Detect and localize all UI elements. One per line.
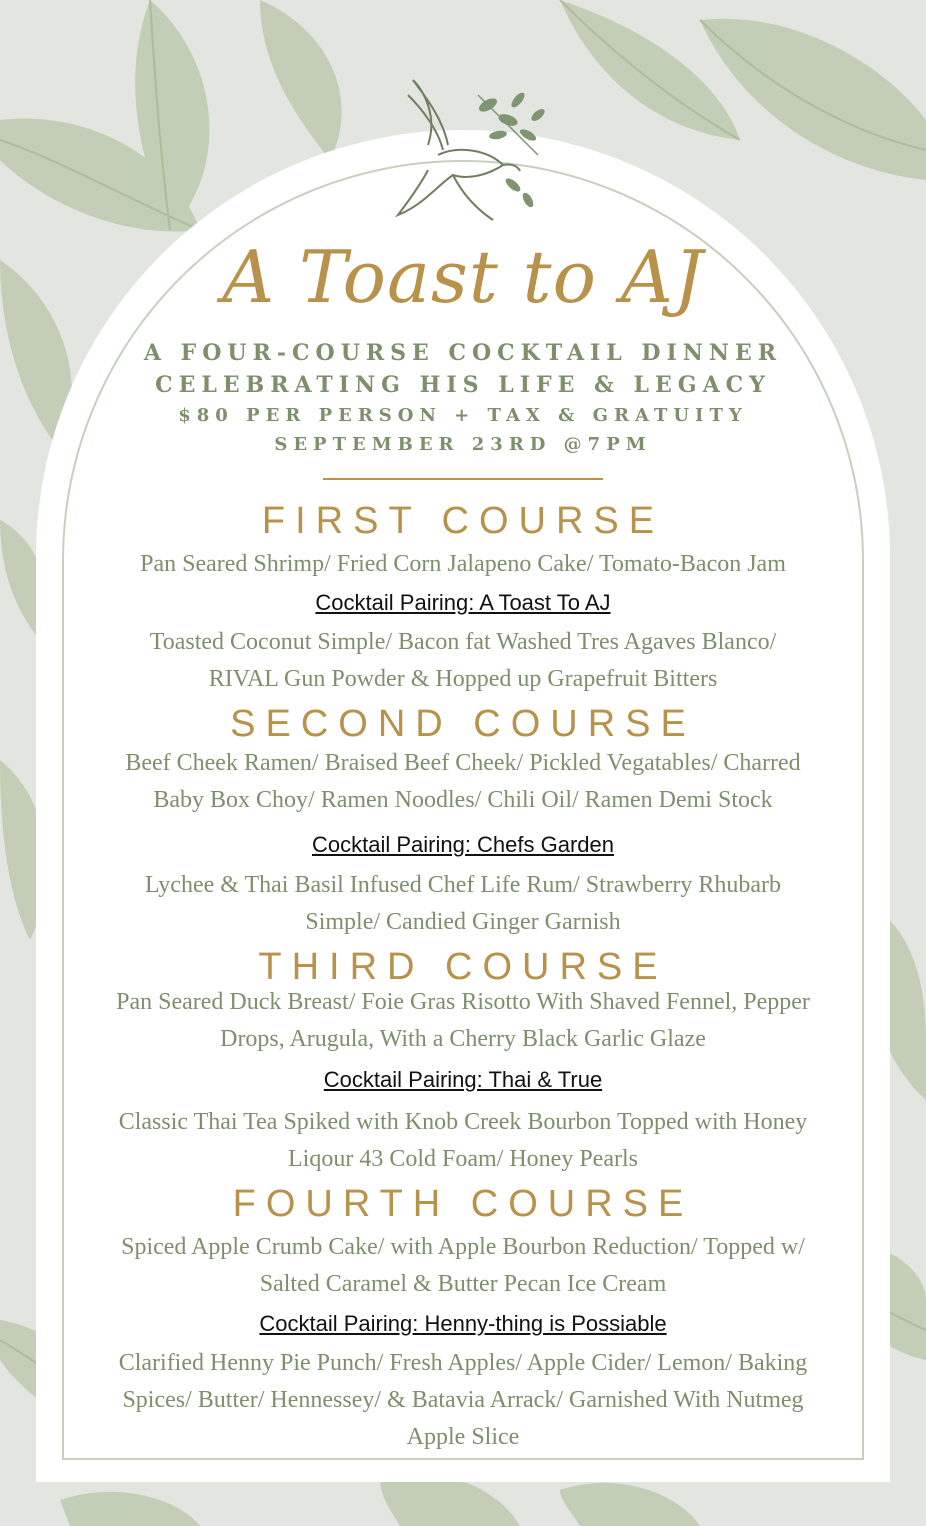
subtitle-price: $80 PER PERSON + TAX & GRATUITY <box>178 405 748 426</box>
cocktail-pairing-third: Cocktail Pairing: Thai & True <box>323 1067 603 1092</box>
course-heading-fourth: FOURTH COURSE <box>232 1183 694 1225</box>
subtitle-celebration: CELEBRATING HIS LIFE & LEGACY <box>155 372 771 398</box>
cocktail-description-line: RIVAL Gun Powder & Hopped up Grapefruit Bitters <box>208 666 718 692</box>
cocktail-pairing-first: Cocktail Pairing: A Toast To AJ <box>315 590 611 615</box>
cocktail-description-line: Apple Slice <box>406 1424 520 1450</box>
dove-with-olive-branch-icon <box>368 75 558 235</box>
course-heading-first: FIRST COURSE <box>261 500 665 542</box>
subtitle-date: SEPTEMBER 23RD @7PM <box>274 434 652 455</box>
course-dish-line: Pan Seared Shrimp/ Fried Corn Jalapeno Cake/ Tomato-Bacon Jam <box>140 551 786 577</box>
cocktail-pairing-second: Cocktail Pairing: Chefs Garden <box>311 832 615 857</box>
cocktail-pairing-fourth: Cocktail Pairing: Henny-thing is Possiable <box>259 1311 667 1336</box>
cocktail-description-line: Toasted Coconut Simple/ Bacon fat Washed Tres Agaves Blanco/ <box>149 629 777 655</box>
course-heading-third: THIRD COURSE <box>258 946 668 988</box>
course-dish-line: Beef Cheek Ramen/ Braised Beef Cheek/ Pickled Vegatables/ Charred <box>125 750 801 776</box>
divider <box>323 478 603 480</box>
cocktail-description-line: Classic Thai Tea Spiked with Knob Creek Bourbon Topped with Honey <box>118 1109 808 1135</box>
course-dish-line: Baby Box Choy/ Ramen Noodles/ Chili Oil/ Ramen Demi Stock <box>153 787 773 813</box>
course-dish-line: Pan Seared Duck Breast/ Foie Gras Risotto With Shaved Fennel, Pepper <box>116 989 810 1015</box>
cocktail-description-line: Simple/ Candied Ginger Garnish <box>305 909 621 935</box>
course-dish-line: Drops, Arugula, With a Cherry Black Garlic Glaze <box>220 1026 706 1052</box>
cocktail-description-line: Spices/ Butter/ Hennessey/ & Batavia Arrack/ Garnished With Nutmeg <box>122 1387 804 1413</box>
course-dish-line: Salted Caramel & Butter Pecan Ice Cream <box>259 1271 667 1297</box>
cocktail-description-line: Clarified Henny Pie Punch/ Fresh Apples/ Apple Cider/ Lemon/ Baking <box>118 1350 808 1376</box>
course-heading-second: SECOND COURSE <box>230 703 696 745</box>
cocktail-description-line: Lychee & Thai Basil Infused Chef Life Rum/ Strawberry Rhubarb <box>144 872 782 898</box>
cocktail-description-line: Liqour 43 Cold Foam/ Honey Pearls <box>288 1146 638 1172</box>
event-title: A Toast to AJ <box>222 235 704 319</box>
subtitle-dinner: A FOUR-COURSE COCKTAIL DINNER <box>143 340 783 366</box>
course-dish-line: Spiced Apple Crumb Cake/ with Apple Bourbon Reduction/ Topped w/ <box>121 1234 805 1260</box>
